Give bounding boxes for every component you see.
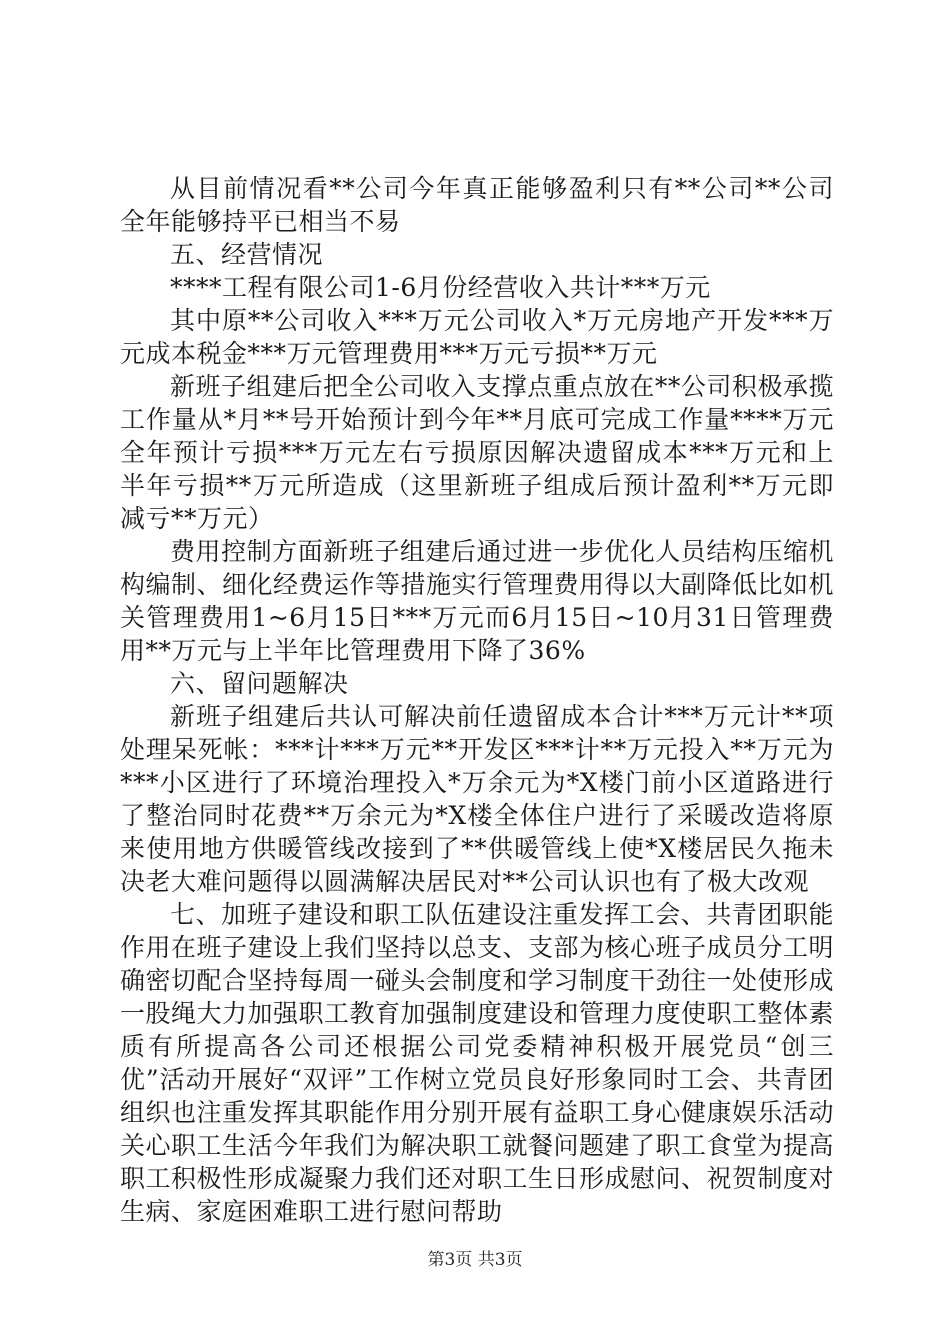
paragraph-legacy-resolution: 新班子组建后共认可解决前任遗留成本合计***万元计**项处理呆死帐：***计***万元**开发区***计**万元投入**万元为***小区进行了环境治理投入*万余元为*X楼门前小区道路进行了整治同时花费**万余元为*X楼全体住户进行了采暖改造将原来使用地方供暖管线改接到了**供暖管线上使*X楼居民久拖未决老大难问题得以圆满解决居民对**公司认识也有了极大改观 <box>120 702 834 896</box>
paragraph-revenue-total: ****工程有限公司1-6月份经营收入共计***万元 <box>170 273 711 302</box>
page-footer: 第3页 共3页 <box>427 1250 523 1270</box>
paragraph-revenue-breakdown: 其中原**公司收入***万元公司收入*万元房地产开发***万元成本税金***万元管理费用***万元亏损**万元 <box>120 306 834 368</box>
paragraph-profit-outlook: 从目前情况看**公司今年真正能够盈利只有**公司**公司全年能够持平已相当不易 <box>120 174 834 236</box>
heading-legacy-issues: 六、留问题解决 <box>170 669 349 698</box>
paragraph-new-team-focus: 新班子组建后把全公司收入支撑点重点放在**公司积极承揽工作量从*月**号开始预计到今年**月底可完成工作量****万元全年预计亏损***万元左右亏损原因解决遗留成本***万元和上半年亏损**万元所造成（这里新班子组成后预计盈利**万元即减亏**万元） <box>120 372 834 533</box>
paragraph-cost-control: 费用控制方面新班子组建后通过进一步优化人员结构压缩机构编制、细化经费运作等措施实行管理费用得以大副降低比如机关管理费用1~6月15日***万元而6月15日~10月31日管理费用**万元与上半年比管理费用下降了36% <box>120 537 835 665</box>
document-body <box>120 172 834 1228</box>
heading-operations: 五、经营情况 <box>170 240 324 269</box>
paragraph-team-building: 七、加班子建设和职工队伍建设注重发挥工会、共青团职能作用在班子建设上我们坚持以总支、支部为核心班子成员分工明确密切配合坚持每周一碰头会制度和学习制度干劲往一处使形成一股绳大力加强职工教育加强制度建设和管理力度使职工整体素质有所提高各公司还根据公司党委精神积极开展党员“创三优”活动开展好“双评”工作树立党员良好形象同时工会、共青团组织也注重发挥其职能作用分别开展有益职工身心健康娱乐活动关心职工生活今年我们为解决职工就餐问题建了职工食堂为提高职工积极性形成凝聚力我们还对职工生日形成慰问、祝贺制度对生病、家庭困难职工进行慰问帮助 <box>120 900 835 1226</box>
